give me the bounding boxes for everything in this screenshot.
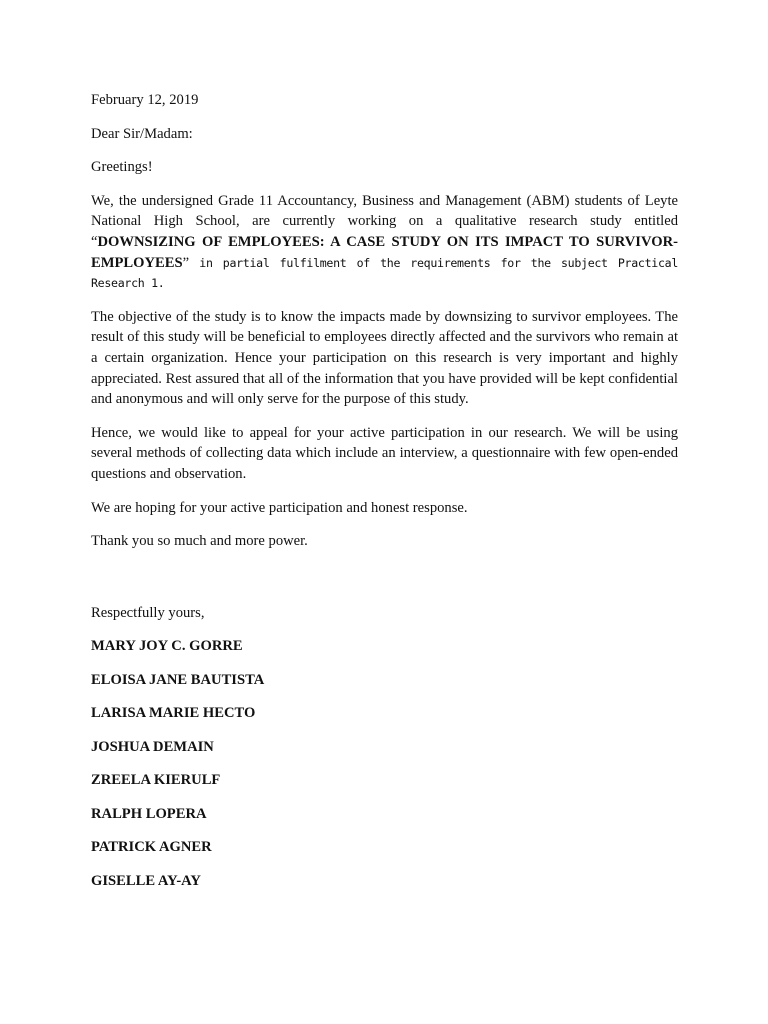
greeting: Greetings! (91, 159, 153, 176)
open-quote: “ (91, 233, 98, 250)
signatory-list (91, 636, 678, 891)
signatory-name: RALPH LOPERA (91, 805, 207, 822)
signatory-name: LARISA MARIE HECTO (91, 705, 256, 722)
close-quote: ” (182, 254, 190, 271)
closing: Respectfully yours, (91, 604, 205, 621)
signatory-name: MARY JOY C. GORRE (91, 638, 243, 655)
signatory-name: PATRICK AGNER (91, 839, 212, 856)
paragraph-appeal: Hence, we would like to appeal for your active participation in our research. We will be using several methods of collecting data which include an interview, a questionnaire with few open-ended questions and observation. (91, 424, 678, 482)
paragraph-thanks: Thank you so much and more power. (91, 533, 308, 550)
signatory-name: ELOISA JANE BAUTISTA (91, 671, 265, 688)
spacer (91, 565, 678, 603)
study-title: DOWNSIZING OF EMPLOYEES: A CASE STUDY ON ITS IMPACT TO SURVIVOR-EMPLOYEES (91, 233, 678, 271)
purpose-text: in partial fulfilment of the requirements for the subject Practical Research 1. (91, 255, 678, 291)
letter-date: February 12, 2019 (91, 92, 199, 108)
paragraph-hope: We are hoping for your active participation and honest response. (91, 499, 468, 516)
paragraph-intro (91, 191, 678, 294)
signatory-name: JOSHUA DEMAIN (91, 738, 214, 755)
intro-text: We, the undersigned Grade 11 Accountancy, Business and Management (ABM) students of Leyte National High School, are currently working on a qualitative research study entitled (91, 192, 678, 230)
letter-body (91, 90, 678, 904)
signatory-name: GISELLE AY-AY (91, 872, 201, 889)
salutation: Dear Sir/Madam: (91, 125, 193, 142)
paragraph-objective: The objective of the study is to know the impacts made by downsizing to survivor employees. The result of this study will be beneficial to employees directly affected and the survivors who remain at a certain organization. Hence your participation on this research is very important and highly appreciated. Rest assured that all of the information that you have provided will be kept confidential and anonymous and will only serve for the purpose of this study. (91, 308, 678, 408)
signatory-name: ZREELA KIERULF (91, 772, 221, 789)
